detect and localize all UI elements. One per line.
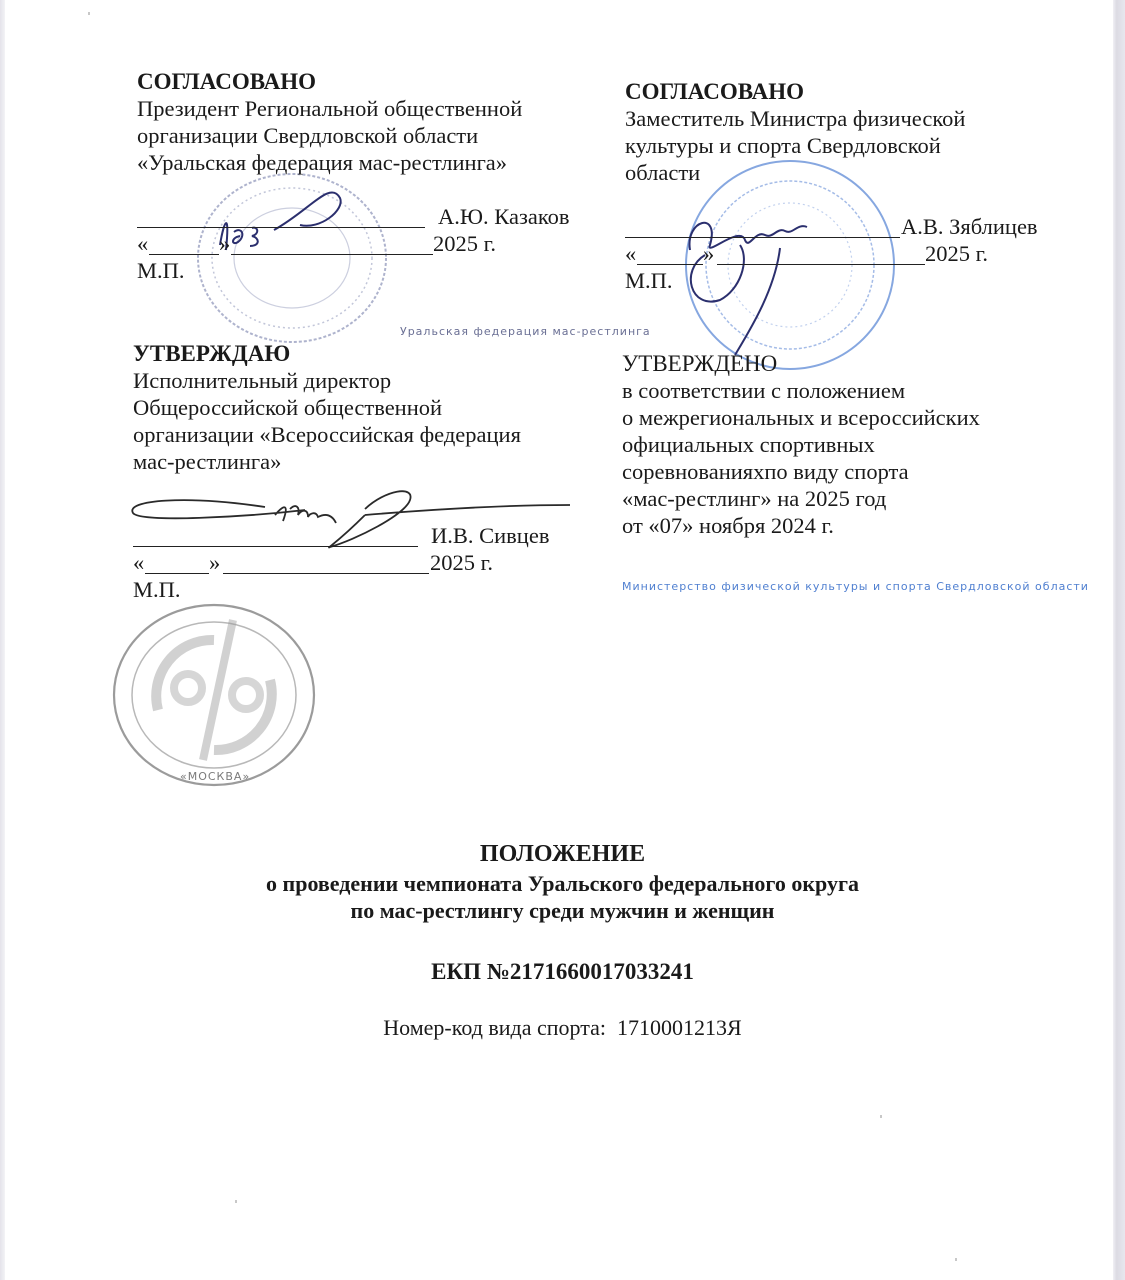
scan-speck [880, 1115, 882, 1118]
signature-row [137, 203, 597, 230]
date-close-quote: » [209, 550, 221, 575]
page-edge-right [1113, 0, 1125, 1280]
month-line [717, 240, 925, 265]
approval-line: области [625, 160, 701, 185]
sport-code-label: Номер-код вида спорта: [383, 1015, 607, 1040]
seal-mark: М.П. [625, 268, 673, 293]
approval-line: соревнованияхпо виду спорта [622, 459, 909, 484]
date-open-quote: « [133, 550, 145, 575]
approval-line: о межрегиональных и всероссийских [622, 405, 980, 430]
approval-line: от «07» ноября 2024 г. [622, 513, 834, 538]
day-line [149, 230, 219, 255]
approval-line: «Уральская федерация мас-рестлинга» [137, 150, 508, 175]
seal-mark: М.П. [137, 258, 185, 283]
scan-speck [235, 1200, 237, 1203]
signature-row [133, 522, 603, 549]
approval-line: Заместитель Министра физической [625, 106, 966, 131]
signer-name: И.В. Сивцев [431, 523, 550, 548]
scan-speck [88, 12, 90, 15]
signature-line [625, 213, 900, 238]
month-line [223, 549, 429, 574]
ekp-number: ЕКП №2171660017033241 [431, 959, 694, 984]
date-row [137, 230, 597, 257]
date-year: 2025 г. [433, 231, 496, 256]
round-stamp-all-russian-federation [108, 600, 320, 790]
document-title: ПОЛОЖЕНИЕ [479, 841, 646, 867]
approval-line: организации Свердловской области [137, 123, 479, 148]
approval-bottom-left [133, 340, 603, 603]
document-subtitle-line-2: по мас-рестлингу среди мужчин и женщин [350, 898, 775, 923]
signature-row [625, 213, 1075, 240]
approval-heading: УТВЕРЖДЕНО [622, 351, 778, 376]
document-subtitle-line-1: о проведении чемпионата Уральского федерального округа [266, 871, 859, 896]
approval-line: официальных спортивных [622, 432, 875, 457]
approval-line: культуры и спорта Свердловской [625, 133, 941, 158]
date-row [133, 549, 603, 576]
approval-line: Общероссийской общественной [133, 395, 443, 420]
seal-mark: М.П. [133, 577, 181, 602]
approval-line: «мас-рестлинг» на 2025 год [622, 486, 887, 511]
date-open-quote: « [625, 241, 637, 266]
approval-heading: СОГЛАСОВАНО [625, 79, 805, 104]
date-year: 2025 г. [430, 550, 493, 575]
day-line [145, 549, 209, 574]
approval-bottom-right [622, 350, 1062, 539]
approval-line: Президент Региональной общественной [137, 96, 523, 121]
approval-heading: УТВЕРЖДАЮ [133, 341, 291, 366]
page-edge-left [0, 0, 5, 1280]
date-open-quote: « [137, 231, 149, 256]
signer-name: А.Ю. Казаков [438, 204, 570, 229]
approval-line: в соответствии с положением [622, 378, 906, 403]
sport-code-value: 1710001213Я [617, 1015, 742, 1040]
approval-top-left [137, 68, 597, 284]
day-line [637, 240, 703, 265]
date-close-quote: » [703, 241, 715, 266]
date-year: 2025 г. [925, 241, 988, 266]
stamp-city-text: «МОСКВА» [180, 770, 251, 783]
approval-top-right [625, 78, 1075, 294]
signer-name: А.В. Зяблицев [901, 214, 1038, 239]
approval-line: организации «Всероссийская федерация [133, 422, 521, 447]
date-close-quote: » [219, 231, 231, 256]
sport-code [0, 1015, 1125, 1041]
approval-heading: СОГЛАСОВАНО [137, 69, 317, 94]
signature-line [137, 203, 425, 228]
month-line [231, 230, 433, 255]
signature-line [133, 522, 418, 547]
approval-line: Исполнительный директор [133, 368, 392, 393]
stamp-caption-ural-federation: Уральская федерация мас-рестлинга [400, 325, 651, 338]
date-row [625, 240, 1075, 267]
approval-line: мас-рестлинга» [133, 449, 282, 474]
stamp-caption-ministry: Министерство физической культуры и спорта Свердловской области [622, 580, 1089, 593]
scan-speck [955, 1258, 957, 1261]
